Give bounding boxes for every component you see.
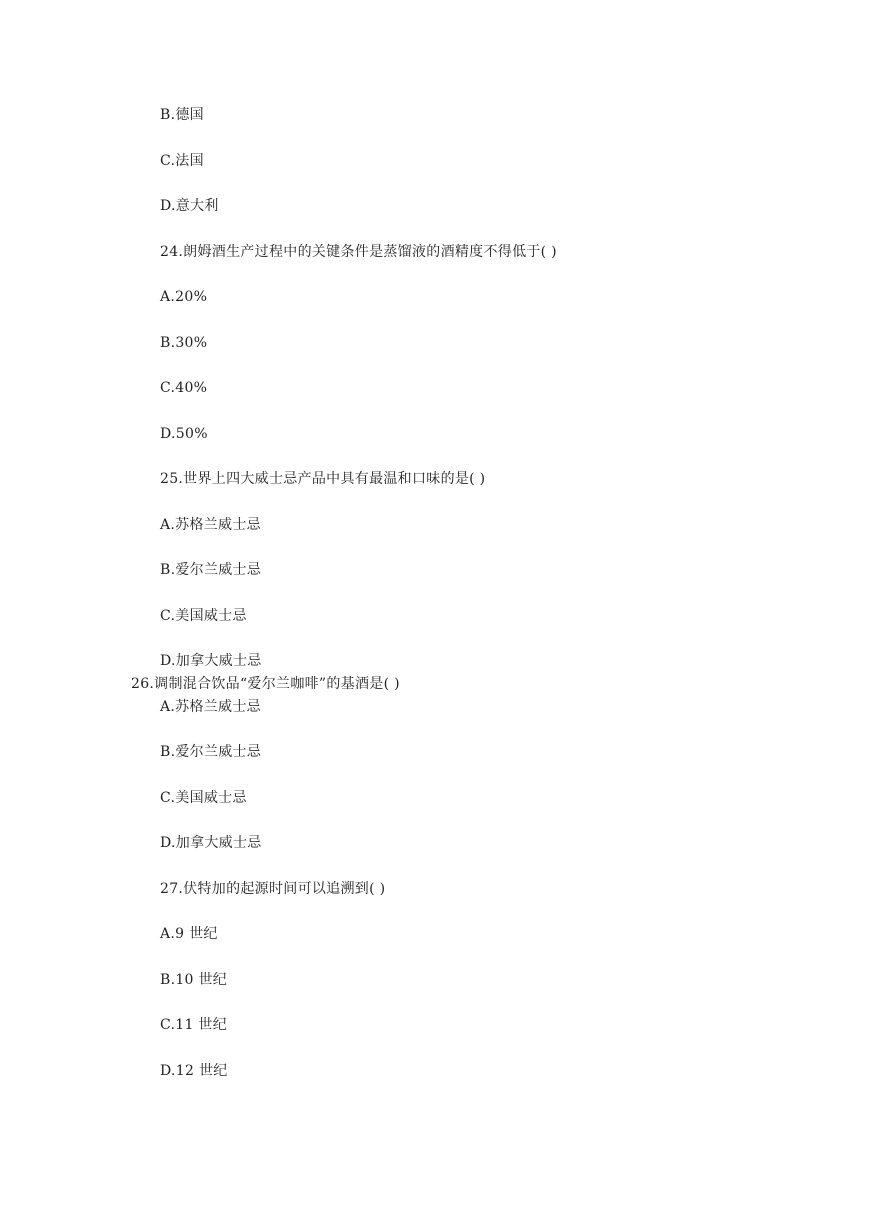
q27-option-c: C.11 世纪 xyxy=(160,1017,228,1033)
q25-option-d: D.加拿大威士忌 xyxy=(160,653,262,669)
q25-option-b: B.爱尔兰威士忌 xyxy=(160,562,262,578)
q25-option-a: A.苏格兰威士忌 xyxy=(160,517,261,533)
q24-question: 24.朗姆酒生产过程中的关键条件是蒸馏液的酒精度不得低于( ) xyxy=(160,244,557,260)
q26-option-a: A.苏格兰威士忌 xyxy=(160,699,261,715)
q27-option-d: D.12 世纪 xyxy=(160,1063,228,1079)
q27-option-a: A.9 世纪 xyxy=(160,926,218,942)
q26-option-c: C.美国威士忌 xyxy=(160,790,247,806)
q26-question: 26.调制混合饮品“爱尔兰咖啡”的基酒是( ) xyxy=(131,676,400,692)
q24-option-a: A.20% xyxy=(160,289,208,305)
q25-question: 25.世界上四大威士忌产品中具有最温和口味的是( ) xyxy=(160,471,486,487)
q26-option-b: B.爱尔兰威士忌 xyxy=(160,744,262,760)
q24-option-c: C.40% xyxy=(160,380,208,396)
q23-option-d: D.意大利 xyxy=(160,198,219,214)
q27-question: 27.伏特加的起源时间可以追溯到( ) xyxy=(160,881,386,897)
q24-option-b: B.30% xyxy=(160,335,208,351)
q23-option-c: C.法国 xyxy=(160,153,204,169)
q23-option-b: B.德国 xyxy=(160,107,204,123)
q25-option-c: C.美国威士忌 xyxy=(160,608,247,624)
q26-option-d: D.加拿大威士忌 xyxy=(160,835,262,851)
q24-option-d: D.50% xyxy=(160,426,208,442)
q27-option-b: B.10 世纪 xyxy=(160,972,228,988)
